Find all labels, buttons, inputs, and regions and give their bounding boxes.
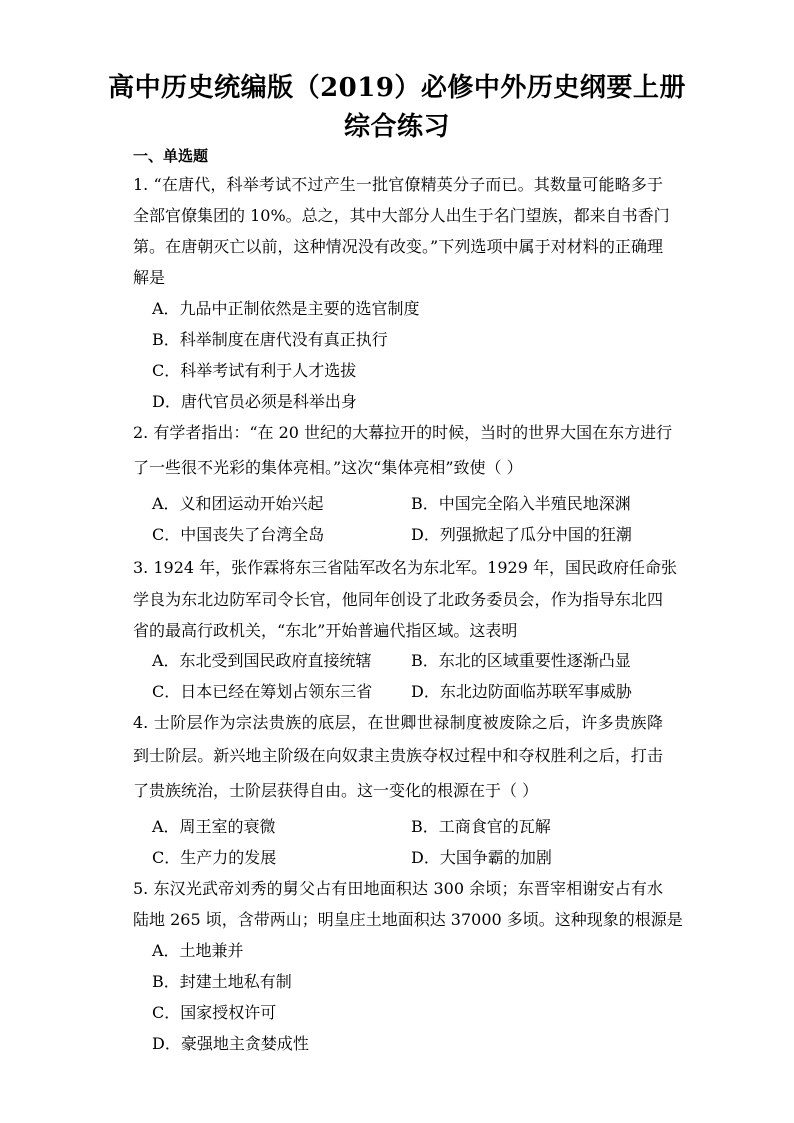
option-a: A．九品中正制依然是主要的选官制度 <box>152 299 420 318</box>
option-a: A．周王室的衰微 <box>152 817 276 836</box>
question-text-line: 1. “在唐代，科举考试不过产生一批官僚精英分子而已。其数量可能略多于 <box>133 175 663 194</box>
question-text-line: 第。在唐朝灭亡以前，这种情况没有改变。”下列选项中属于对材料的正确理 <box>133 237 663 256</box>
option-b: B．东北的区域重要性逐渐凸显 <box>411 651 631 670</box>
option-b: B．科举制度在唐代没有真正执行 <box>152 330 388 349</box>
question-text-line: 3. 1924 年，张作霖将东三省陆军改名为东北军。1929 年，国民政府任命张 <box>133 558 677 577</box>
question-text-line: 4. 士阶层作为宗法贵族的底层，在世卿世禄制度被废除之后，许多贵族降 <box>133 713 663 732</box>
option-d: D．大国争霸的加剧 <box>411 848 552 867</box>
document-title-line-2: 综合练习 <box>343 112 450 142</box>
option-d: D．列强掀起了瓜分中国的狂潮 <box>411 525 632 544</box>
option-c: C．中国丧失了台湾全岛 <box>152 525 325 544</box>
question-text-line: 到士阶层。新兴地主阶级在向奴隶主贵族夺权过程中和夺权胜利之后，打击 <box>133 746 663 765</box>
section-heading: 一、单选题 <box>133 147 209 165</box>
question-text-line: 省的最高行政机关，“东北”开始普遍代指区域。这表明 <box>133 621 518 640</box>
option-d: D．豪强地主贪婪成性 <box>152 1034 309 1053</box>
option-b: B．封建土地私有制 <box>152 972 292 991</box>
option-d: D．东北边防面临苏联军事威胁 <box>411 682 632 701</box>
question-text-line: 全部官僚集团的 10%。总之，其中大部分人出生于名门望族，都来自书香门 <box>133 206 670 225</box>
option-a: A．东北受到国民政府直接统辖 <box>152 651 372 670</box>
option-c: C．科举考试有利于人才选拔 <box>152 361 357 380</box>
option-d: D．唐代官员必须是科举出身 <box>152 392 357 411</box>
question-text-line: 陆地 265 顷，含带两山；明皇庄土地面积达 37000 多顷。这种现象的根源是 <box>133 910 683 929</box>
option-a: A．土地兼并 <box>152 941 244 960</box>
option-c: C．生产力的发展 <box>152 848 277 867</box>
option-c: C．日本已经在筹划占领东三省 <box>152 682 373 701</box>
question-text-line: 2. 有学者指出：“在 20 世纪的大幕拉开的时候，当时的世界大国在东方进行 <box>133 423 673 442</box>
option-b: B．中国完全陷入半殖民地深渊 <box>411 494 631 513</box>
question-text-line: 了一些很不光彩的集体亮相。”这次“集体亮相”致使（ ） <box>133 458 523 477</box>
option-c: C．国家授权许可 <box>152 1003 277 1022</box>
question-text-line: 学良为东北边防军司令长官，他同年创设了北政务委员会，作为指导东北四 <box>133 590 663 609</box>
question-text-line: 了贵族统治，士阶层获得自由。这一变化的根源在于（ ） <box>133 781 539 800</box>
option-b: B．工商食官的瓦解 <box>411 817 551 836</box>
question-text-line: 解是 <box>133 268 166 287</box>
document-title-line-1: 高中历史统编版（2019）必修中外历史纲要上册 <box>108 73 686 103</box>
option-a: A．义和团运动开始兴起 <box>152 494 324 513</box>
question-text-line: 5. 东汉光武帝刘秀的舅父占有田地面积达 300 余顷；东晋宰相谢安占有水 <box>133 879 663 898</box>
